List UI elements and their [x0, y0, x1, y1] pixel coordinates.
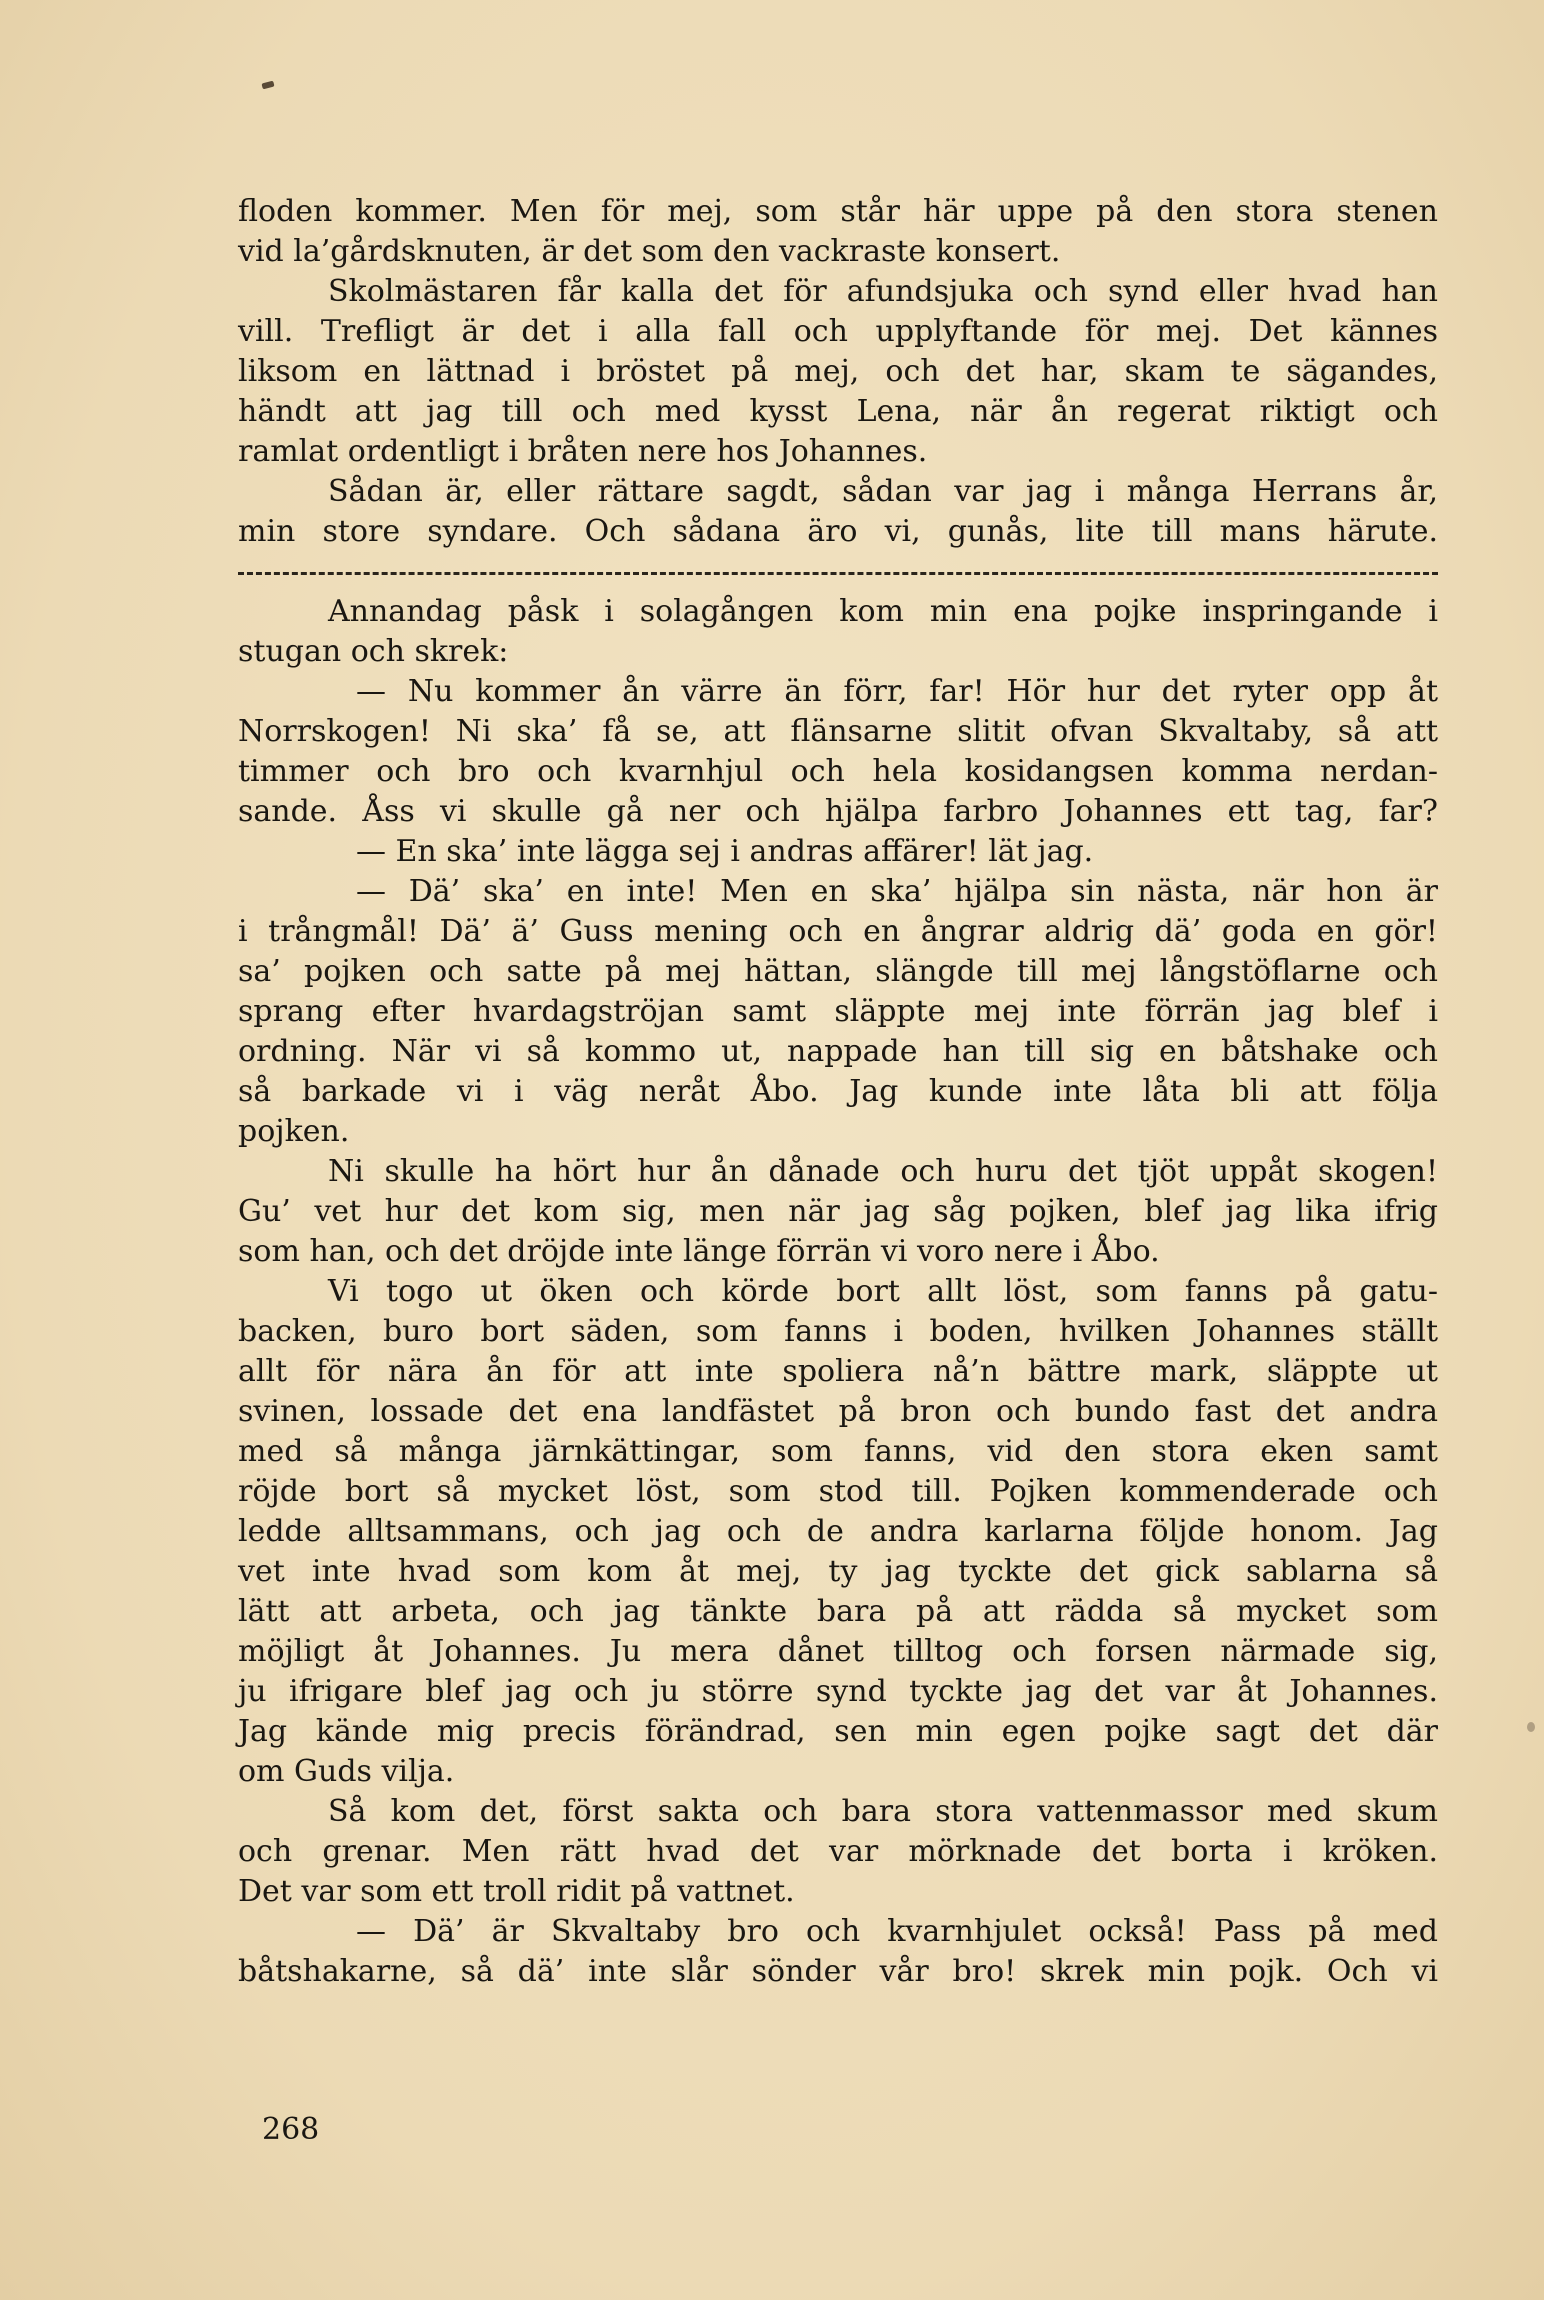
- text-line: vid la’gårdsknuten, är det som den vackraste konsert.: [238, 234, 1061, 269]
- text-line: Ni skulle ha hört hur ån dånade och huru det tjöt uppåt skogen!: [328, 1154, 1438, 1189]
- text-line: som han, och det dröjde inte länge förrän vi voro nere i Åbo.: [238, 1234, 1160, 1269]
- text-line: ordning. När vi så kommo ut, nappade han till sig en båtshake och: [238, 1034, 1438, 1069]
- text-line: röjde bort så mycket löst, som stod till. Pojken kommenderade och: [238, 1474, 1438, 1509]
- text-line: vill. Trefligt är det i alla fall och upplyftande för mej. Det kännes: [238, 314, 1438, 349]
- text-line: — En ska’ inte lägga sej i andras affärer! lät jag.: [356, 834, 1094, 869]
- text-line: lätt att arbeta, och jag tänkte bara på att rädda så mycket som: [238, 1594, 1438, 1629]
- text-line: — Nu kommer ån värre än förr, far! Hör hur det ryter opp åt: [356, 674, 1438, 709]
- text-line: floden kommer. Men för mej, som står här uppe på den stora stenen: [238, 194, 1438, 229]
- text-line: möjligt åt Johannes. Ju mera dånet tilltog och forsen närmade sig,: [238, 1634, 1438, 1669]
- text-line: sa’ pojken och satte på mej hättan, slängde till mej långstöflarne och: [238, 954, 1438, 989]
- text-line: om Guds vilja.: [238, 1754, 455, 1789]
- text-line: pojken.: [238, 1114, 350, 1149]
- text-line: sprang efter hvardagströjan samt släppte mej inte förrän jag blef i: [238, 994, 1438, 1029]
- text-line: — Dä’ är Skvaltaby bro och kvarnhjulet också! Pass på med: [356, 1914, 1438, 1949]
- section-divider: [238, 552, 1438, 592]
- edge-speck: [1527, 1722, 1535, 1732]
- text-line: Skolmästaren får kalla det för afundsjuka och synd eller hvad han: [328, 274, 1438, 309]
- text-line: sande. Åss vi skulle gå ner och hjälpa farbro Johannes ett tag, far?: [238, 794, 1438, 829]
- text-line: ramlat ordentligt i bråten nere hos Johannes.: [238, 434, 928, 469]
- text-line: Gu’ vet hur det kom sig, men när jag såg pojken, blef jag lika ifrig: [238, 1194, 1438, 1229]
- text-line: båtshakarne, så dä’ inte slår sönder vår bro! skrek min pojk. Och vi: [238, 1954, 1438, 1989]
- text-line: svinen, lossade det ena landfästet på bron och bundo fast det andra: [238, 1394, 1438, 1429]
- text-line: min store syndare. Och sådana äro vi, gunås, lite till mans härute.: [238, 514, 1438, 549]
- text-line: Norrskogen! Ni ska’ få se, att flänsarne slitit ofvan Skvaltaby, så att: [238, 714, 1438, 749]
- text-line: så barkade vi i väg neråt Åbo. Jag kunde inte låta bli att följa: [238, 1074, 1438, 1109]
- text-line: ju ifrigare blef jag och ju större synd tyckte jag det var åt Johannes.: [238, 1674, 1438, 1709]
- text-line: liksom en lättnad i bröstet på mej, och det har, skam te sägandes,: [238, 354, 1438, 389]
- text-line: backen, buro bort säden, som fanns i boden, hvilken Johannes ställt: [238, 1314, 1438, 1349]
- text-line: vet inte hvad som kom åt mej, ty jag tyckte det gick sablarna så: [238, 1554, 1438, 1589]
- text-line: Jag kände mig precis förändrad, sen min egen pojke sagt det där: [238, 1714, 1438, 1749]
- text-line: Vi togo ut öken och körde bort allt löst, som fanns på gatu-: [328, 1274, 1438, 1309]
- text-line: med så många järnkättingar, som fanns, vid den stora eken samt: [238, 1434, 1438, 1469]
- text-line: Annandag påsk i solagången kom min ena pojke inspringande i: [328, 594, 1438, 629]
- body-text: [238, 192, 1438, 1992]
- text-line: allt för nära ån för att inte spoliera nå’n bättre mark, släppte ut: [238, 1354, 1438, 1389]
- text-line: Så kom det, först sakta och bara stora vattenmassor med skum: [328, 1794, 1438, 1829]
- text-line: ledde alltsammans, och jag och de andra karlarna följde honom. Jag: [238, 1514, 1438, 1549]
- text-line: Det var som ett troll ridit på vattnet.: [238, 1874, 795, 1909]
- ink-mark: [261, 81, 274, 90]
- text-line: stugan och skrek:: [238, 634, 509, 669]
- text-line: och grenar. Men rätt hvad det var mörknade det borta i kröken.: [238, 1834, 1438, 1869]
- page-number: 268: [262, 2112, 320, 2147]
- text-line: händt att jag till och med kysst Lena, när ån regerat riktigt och: [238, 394, 1438, 429]
- text-line: — Dä’ ska’ en inte! Men en ska’ hjälpa sin nästa, när hon är: [356, 874, 1438, 909]
- text-line: timmer och bro och kvarnhjul och hela kosidangsen komma nerdan-: [238, 754, 1438, 789]
- text-line: i trångmål! Dä’ ä’ Guss mening och en ångrar aldrig dä’ goda en gör!: [238, 914, 1438, 949]
- text-line: Sådan är, eller rättare sagdt, sådan var jag i många Herrans år,: [328, 474, 1438, 509]
